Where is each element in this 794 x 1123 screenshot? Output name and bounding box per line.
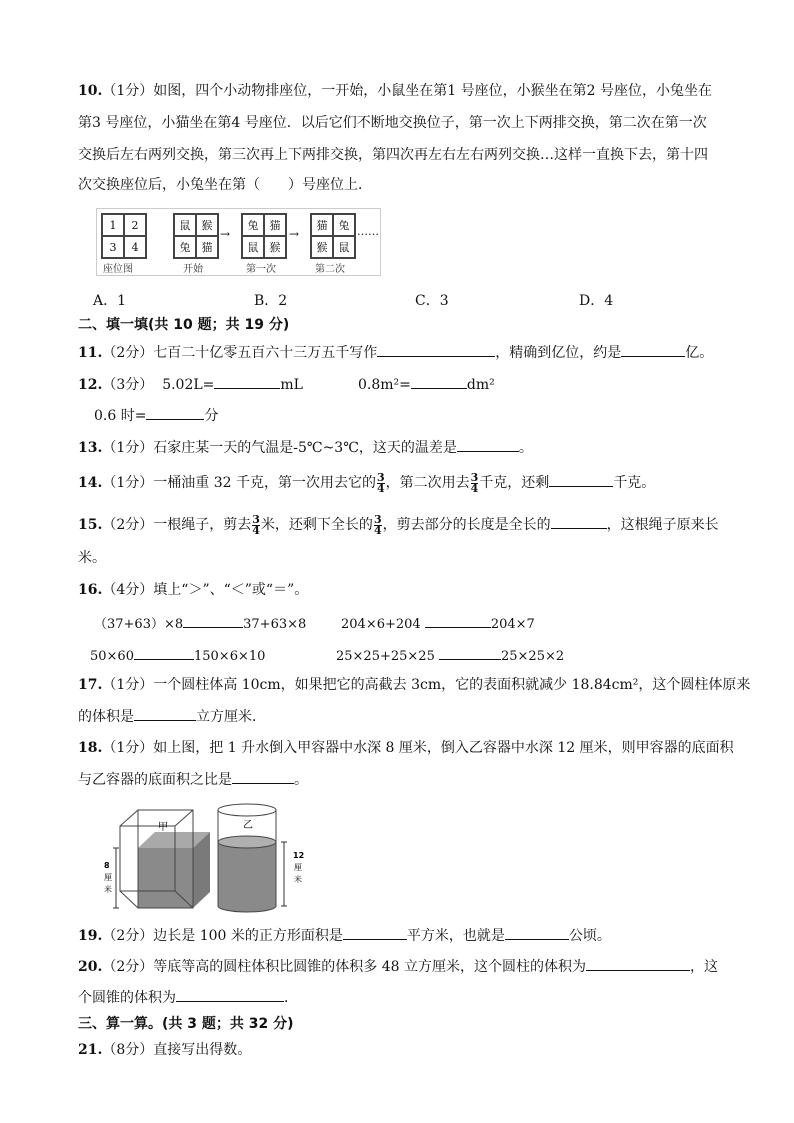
q19: 19.（2分）边长是 100 米的正方形面积是 平方米，也就是 公顷。: [78, 925, 611, 946]
q21: 21.（8分）直接写出得数。: [78, 1042, 252, 1058]
q17-line2: 的体积是 立方厘米．: [78, 706, 266, 727]
seat-figure: [96, 208, 381, 276]
answer-blank[interactable]: [505, 925, 569, 940]
answer-blank[interactable]: [549, 472, 613, 487]
q15-line2: 米。: [78, 550, 106, 566]
answer-blank[interactable]: [621, 342, 685, 357]
q13: 13.（1分）石家庄某一天的气温是-5℃~3℃，这天的温差是 。: [78, 437, 533, 458]
caption-start: 开始: [183, 264, 203, 275]
answer-blank[interactable]: [134, 645, 194, 660]
yi-depth-unit: 厘: [294, 863, 302, 872]
section-2-title: 二、填一填(共 10 题；共 19 分): [78, 317, 290, 333]
answer-blank[interactable]: [425, 613, 491, 628]
jia-depth-num: 8: [104, 861, 110, 870]
option-a[interactable]: A．1: [93, 293, 127, 309]
answer-blank[interactable]: [232, 769, 294, 784]
fraction: $\frac{3}{4}$: [470, 470, 479, 495]
option-d[interactable]: D．4: [579, 293, 614, 309]
arrow-icon: →: [289, 227, 300, 241]
answer-blank[interactable]: [457, 437, 519, 452]
answer-blank[interactable]: [439, 645, 501, 660]
q12: 12.（3分） 5.02L= mL: [78, 374, 303, 395]
caption-seat: 座位图: [103, 264, 133, 275]
q20: 20.（2分）等底等高的圆柱体积比圆锥的体积多 48 立方厘米，这个圆柱的体积为 ，这: [78, 956, 718, 977]
answer-blank[interactable]: [134, 706, 196, 721]
second-grid: 猫 兔 猴 鼠: [310, 213, 356, 259]
q20-line2: 个圆锥的体积为 ．: [78, 987, 298, 1008]
section-3-title: 三、算一算。(共 3 题；共 32 分): [78, 1016, 294, 1032]
q18: 18.（1分）如上图，把 1 升水倒入甲容器中水深 8 厘米，倒入乙容器中水深 12 厘米，则甲容器的底面积: [78, 740, 734, 756]
seat-grid: 1 2 3 4: [101, 213, 147, 259]
q16: 16.（4分）填上“＞”、“＜”或“＝”。: [78, 582, 309, 598]
q12-part2: 0.8m²= dm²: [358, 374, 495, 395]
answer-blank[interactable]: [343, 925, 407, 940]
q10-line1: 10.（1分）如图，四个小动物排座位，一开始，小鼠坐在第1 号座位，小猴坐在第2 号座位，小兔坐在: [78, 83, 712, 99]
option-b[interactable]: B．2: [254, 293, 288, 309]
fraction: $\frac{3}{4}$: [373, 512, 382, 537]
answer-blank[interactable]: [586, 956, 690, 971]
jia-label: 甲: [158, 822, 168, 833]
q16-expr1: （37+63）×8 37+63×8: [94, 613, 306, 635]
q12-part3: 0.6 时= 分: [94, 405, 218, 426]
answer-blank[interactable]: [377, 342, 495, 357]
fraction: $\frac{3}{4}$: [252, 512, 260, 537]
fraction: $\frac{3}{4}$: [377, 470, 385, 495]
answer-blank[interactable]: [551, 514, 607, 529]
q16-expr3: 50×60 150×6×10: [90, 645, 265, 667]
jia-depth-unit: 米: [104, 885, 112, 894]
answer-blank[interactable]: [411, 374, 467, 389]
caption-first: 第一次: [246, 264, 276, 275]
option-c[interactable]: C．3: [415, 293, 449, 309]
q11: 11.（2分）七百二十亿零五百六十三万五千写作 ，精确到亿位，约是 亿。: [78, 342, 713, 363]
yi-depth-num: 12: [293, 851, 305, 860]
q15: 15.（2分）一根绳子，剪去 $\frac{3}{4}$ 米，还剩下全长的 $\frac{3}{4}$ ，剪去部分的长度是全长的 ，这根绳子原来长: [78, 512, 719, 537]
arrow-icon: →: [220, 227, 231, 241]
q17: 17.（1分）一个圆柱体高 10cm，如果把它的高截去 3cm，它的表面积就减少 18.84cm²，这个圆柱体原来: [78, 677, 751, 693]
caption-second: 第二次: [315, 264, 345, 275]
q10-line3: 交换后左右两列交换，第三次再上下两排交换，第四次再左右左右两列交换…这样一直换下去，第十四: [78, 147, 708, 163]
answer-blank[interactable]: [146, 405, 204, 420]
answer-blank[interactable]: [214, 374, 280, 389]
q16-expr4: 25×25+25×25 25×25×2: [336, 645, 564, 667]
q14: 14.（1分）一桶油重 32 千克，第一次用去它的 $\frac{3}{4}$ ，第二次用去 $\frac{3}{4}$ 千克，还剩 千克。: [78, 470, 656, 495]
yi-label: 乙: [243, 820, 253, 831]
q10-line2: 第3 号座位，小猫坐在第4 号座位．以后它们不断地交换位子，第一次上下两排交换，第二次在第一次: [78, 115, 707, 131]
q16-expr2: 204×6+204 204×7: [341, 613, 535, 635]
start-grid: 鼠 猴 兔 猫: [173, 213, 219, 259]
q10-line4: 次交换座位后，小兔坐在第（ ）号座位上．: [78, 177, 372, 193]
ellipsis: ……: [357, 225, 379, 238]
answer-blank[interactable]: [183, 613, 243, 628]
first-grid: 兔 猫 鼠 猴: [241, 213, 287, 259]
yi-depth-unit: 米: [294, 875, 302, 884]
answer-blank[interactable]: [176, 987, 284, 1002]
jia-depth-unit: 厘: [104, 873, 112, 882]
container-figure: [100, 800, 320, 915]
q18-line2: 与乙容器的底面积之比是 。: [78, 769, 308, 790]
